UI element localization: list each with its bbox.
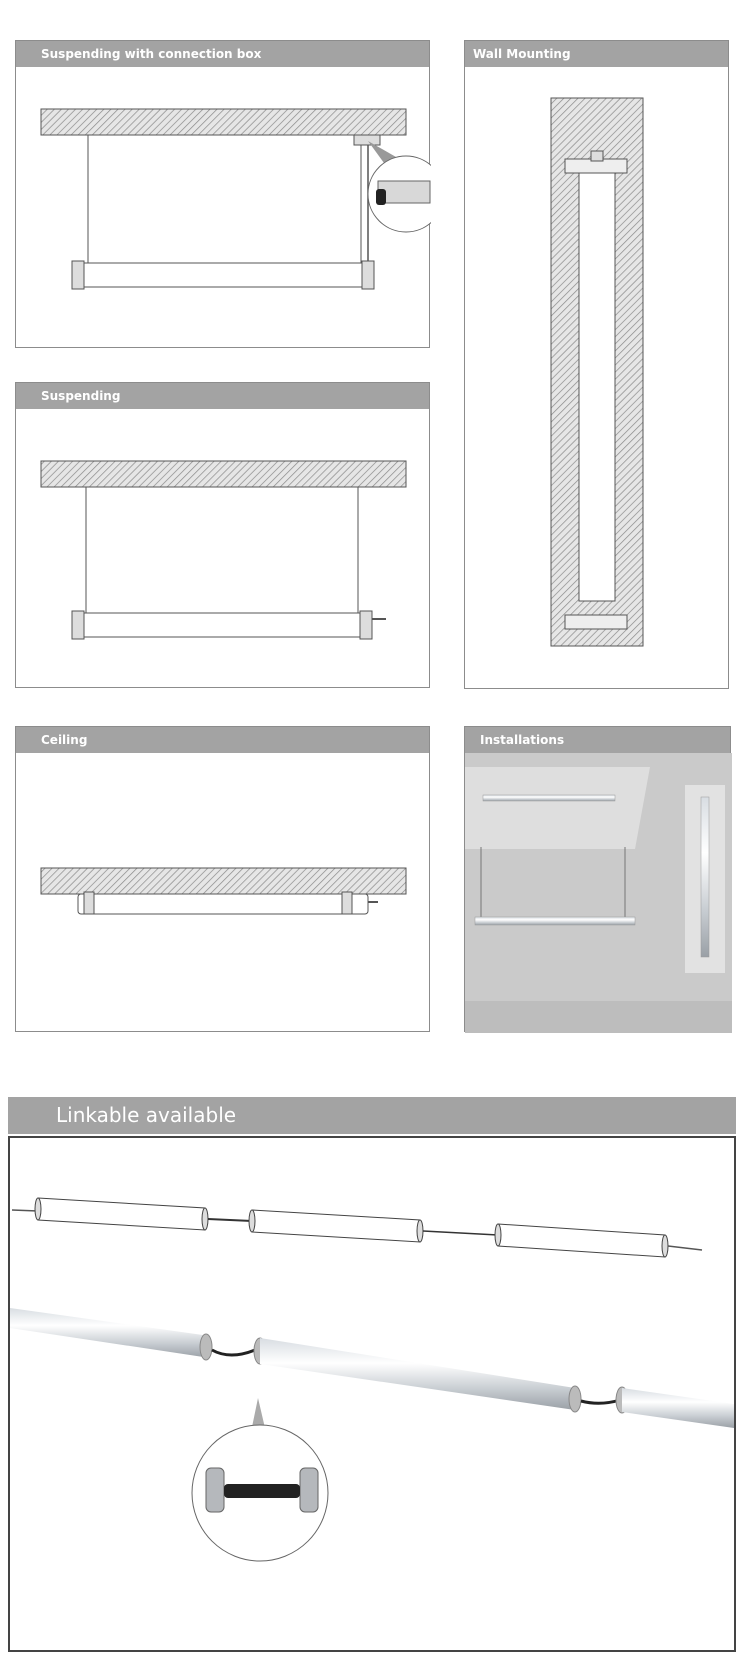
connector-cable-1 bbox=[208, 1219, 252, 1221]
end-cap-right bbox=[360, 611, 372, 639]
cable bbox=[361, 145, 368, 269]
luminaire-vertical bbox=[579, 161, 615, 601]
panel-title: Installations bbox=[465, 727, 730, 753]
suspending-drawing bbox=[16, 383, 431, 689]
photo-tube-2 bbox=[260, 1338, 575, 1410]
luminaire-tube bbox=[76, 263, 371, 287]
connector-cable-2 bbox=[423, 1231, 498, 1235]
panel-ceiling bbox=[15, 726, 430, 1032]
suspended-luminaire bbox=[475, 917, 635, 925]
floor bbox=[465, 1001, 732, 1033]
connector-cable-end bbox=[668, 1246, 702, 1250]
panel-suspending-connection-box bbox=[15, 40, 430, 348]
panel-title: Wall Mounting bbox=[465, 41, 728, 67]
panel-installations bbox=[464, 726, 731, 1032]
panel-title: Suspending bbox=[16, 383, 429, 409]
panel-suspending bbox=[15, 382, 430, 688]
linked-tube-2 bbox=[249, 1210, 423, 1242]
end-cap-left bbox=[72, 261, 84, 289]
connector-plug bbox=[224, 1484, 300, 1498]
connection-box bbox=[354, 135, 380, 145]
ceiling-slab bbox=[41, 868, 406, 894]
luminaire-tube bbox=[78, 894, 368, 914]
installations-photo bbox=[465, 727, 732, 1033]
ceiling-slab bbox=[41, 461, 406, 487]
panel-wall-mounting bbox=[464, 40, 729, 689]
connector-cable-start bbox=[12, 1210, 38, 1211]
ceiling-drawing bbox=[16, 727, 431, 1033]
linked-tube-3 bbox=[495, 1224, 668, 1257]
wall-mounting-drawing bbox=[465, 41, 730, 690]
bracket-bottom bbox=[565, 615, 627, 629]
luminaire-tube bbox=[76, 613, 371, 637]
ceiling-plane bbox=[465, 767, 650, 849]
photo-tube-3 bbox=[622, 1388, 734, 1428]
clip-left bbox=[84, 892, 94, 914]
linkable-drawing bbox=[10, 1138, 734, 1650]
wall-luminaire bbox=[701, 797, 709, 957]
linkable-header: Linkable available bbox=[8, 1097, 736, 1134]
end-cap-right bbox=[362, 261, 374, 289]
ceiling-luminaire bbox=[483, 795, 615, 801]
linked-tube-1 bbox=[35, 1198, 208, 1230]
photo-tube-1 bbox=[10, 1308, 210, 1358]
panel-title: Ceiling bbox=[16, 727, 429, 753]
suspending-connection-box-drawing bbox=[16, 41, 431, 349]
panel-title: Suspending with connection box bbox=[16, 41, 429, 67]
ceiling-slab bbox=[41, 109, 406, 135]
clip-right bbox=[342, 892, 352, 914]
linkable-frame bbox=[8, 1136, 736, 1652]
end-cap-left bbox=[72, 611, 84, 639]
